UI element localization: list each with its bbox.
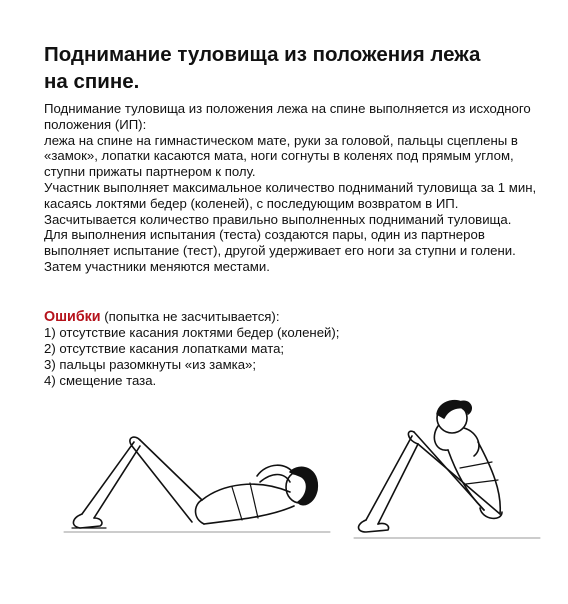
paragraph-line: Поднимание туловища из положения лежа на спине выполняется из исходного xyxy=(44,101,531,116)
paragraph-line: выполняет испытание (тест), другой удерживает его ноги за ступни и голени. xyxy=(44,243,516,259)
figure-sit-up-position xyxy=(352,392,542,542)
paragraph-line: Затем участники меняются местами. xyxy=(44,258,270,274)
title-line-2: на спине. xyxy=(44,70,140,93)
error-item: 2) отсутствие касания лопатками мата; xyxy=(44,341,285,356)
lying-figure-illustration xyxy=(62,432,332,537)
title-line-1: Поднимание туловища из положения лежа xyxy=(44,43,481,66)
errors-section xyxy=(44,309,544,389)
paragraph-line: ступни прижаты партнером к полу. xyxy=(44,164,256,180)
paragraph-line: касаясь локтями бедер (коленей), с последующим возвратом в ИП. xyxy=(44,195,459,211)
paragraph-line: Засчитывается количество правильно выполненных подниманий туловища. xyxy=(44,211,512,227)
paragraph-line: Для выполнения испытания (теста) создаются пары, один из партнеров xyxy=(44,227,485,243)
figure-lying-start-position xyxy=(62,432,332,537)
errors-heading-note: (попытка не засчитывается): xyxy=(100,309,280,324)
page-title xyxy=(44,41,544,95)
error-item: 4) смещение таза. xyxy=(44,373,157,388)
paragraph-line: положения (ИП): xyxy=(44,116,147,132)
errors-heading: Ошибки xyxy=(44,309,101,325)
instructions-paragraph xyxy=(44,101,544,275)
sit-up-figure-illustration xyxy=(352,392,542,542)
error-item: 1) отсутствие касания локтями бедер (коленей); xyxy=(44,325,340,340)
paragraph-line: «замок», лопатки касаются мата, ноги согнуты в коленях под прямым углом, xyxy=(44,148,514,164)
errors-heading-line xyxy=(44,309,544,325)
paragraph-line: Участник выполняет максимальное количество подниманий туловища за 1 мин, xyxy=(44,179,537,195)
error-item: 3) пальцы разомкнуты «из замка»; xyxy=(44,357,257,372)
paragraph-line: лежа на спине на гимнастическом мате, руки за головой, пальцы сцеплены в xyxy=(44,132,518,148)
